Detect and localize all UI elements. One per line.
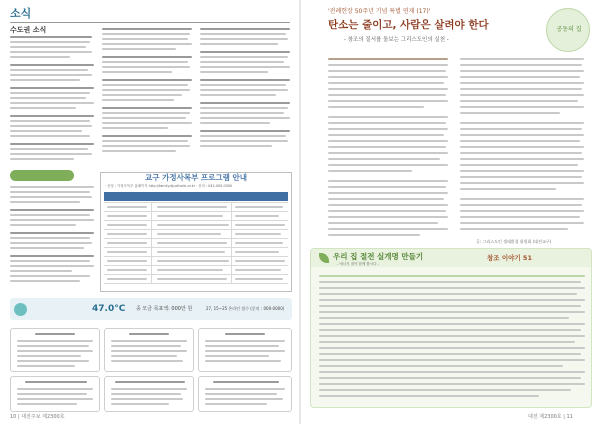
- temperature-strip: [10, 298, 292, 320]
- header-rule: [10, 22, 290, 23]
- temperature-badge: 47.0°C: [92, 304, 126, 314]
- right-footer: 대전 제2300호 | 11: [528, 414, 573, 420]
- program-table: [100, 172, 292, 292]
- feature-kicker: '전례헌장 50주년 기념 특별 연재 (17)': [328, 8, 431, 15]
- common-home-logo: [546, 8, 590, 52]
- info-heading: 수도권 소식: [10, 26, 47, 34]
- eco-section-title: 우리 집 절전 실개명 만들기: [333, 252, 424, 261]
- campaign-contact: 27, 15~25 온라인 접수 (문의 : 000-0000): [206, 306, 285, 311]
- section-title: 소식: [10, 7, 32, 20]
- author-note: 글: 그리스도인 생태환경 위원회 (대전교구): [476, 239, 552, 244]
- table-title: 교구 가정사목부 프로그램 안내: [144, 173, 248, 182]
- thermometer-icon: [14, 303, 27, 316]
- feature-subhead: - 창조의 질서를 돌보는 그리스도인의 실천 -: [344, 37, 449, 43]
- ad-box-5: [104, 376, 194, 412]
- ad-box-2: [104, 328, 194, 372]
- eco-section-subtitle: - 에너지 절약 함께 합시다 -: [337, 262, 379, 266]
- feature-headline: 탄소는 줄이고, 사람은 살려야 한다: [328, 19, 489, 31]
- ad-box-1: [10, 328, 100, 372]
- eco-section: [310, 248, 592, 408]
- campaign-target: 종 모금 목표액: 000만 원: [136, 306, 193, 312]
- left-footer: 10 | 대전주보 제2300호: [10, 414, 65, 420]
- table-header-row: [104, 192, 288, 201]
- notice-badge: [10, 170, 74, 181]
- eco-section-badge: 창조 이야기 51: [487, 254, 532, 262]
- ad-box-4: [10, 376, 100, 412]
- table-subtitle: · 신청 : 가정사목부 홈페이지 http://family.djcatholic.or.kr · 문의 : 042-000-0000: [105, 184, 233, 188]
- ad-box-3: [198, 328, 292, 372]
- ad-box-6: [198, 376, 292, 412]
- logo-label: 공동의 집: [556, 26, 582, 33]
- right-page: [300, 0, 600, 424]
